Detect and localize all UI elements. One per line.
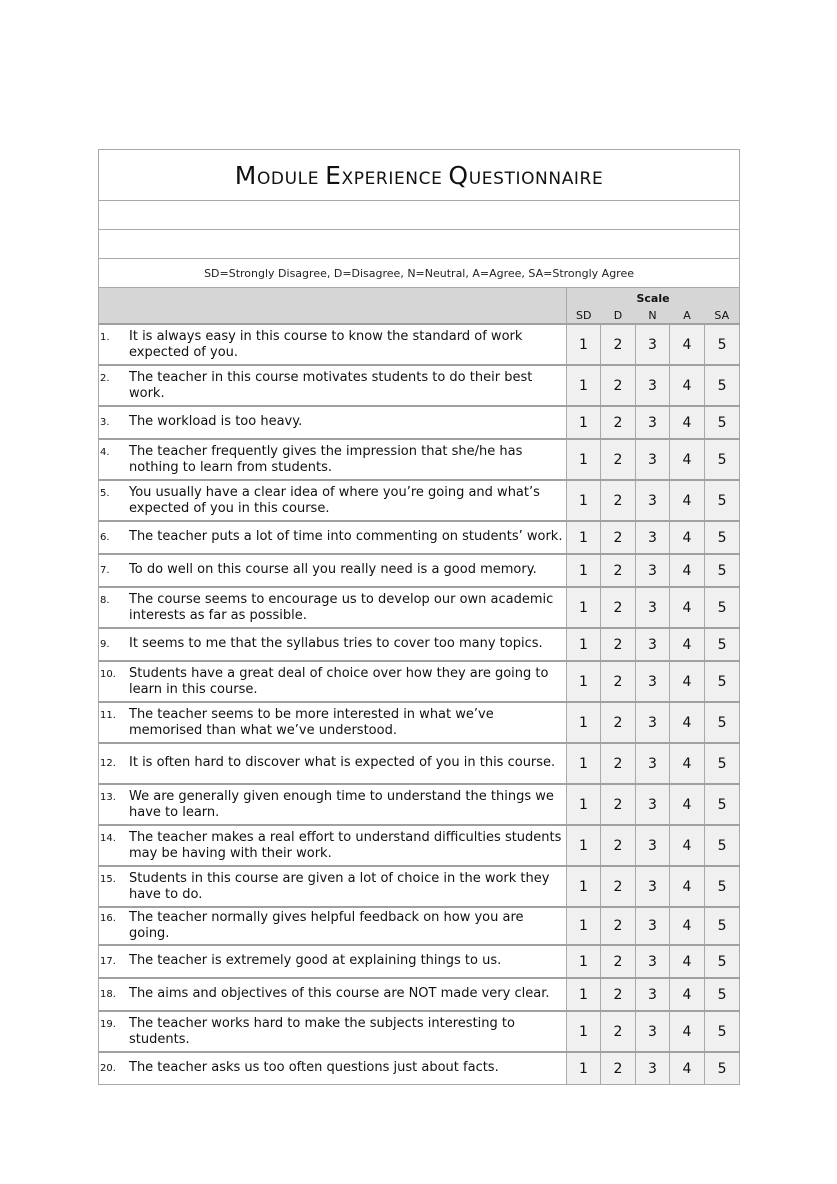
question-text: Students have a great deal of choice over how they are going to learn in this course. (129, 665, 549, 697)
rating-option-d[interactable]: 2 (601, 661, 636, 702)
rating-option-sd[interactable]: 1 (567, 521, 601, 554)
question-text: The teacher in this course motivates students to do their best work. (129, 369, 533, 401)
rating-option-sa[interactable]: 5 (705, 945, 740, 978)
rating-option-d[interactable]: 2 (601, 480, 636, 521)
rating-option-d[interactable]: 2 (601, 866, 636, 907)
rating-option-n[interactable]: 3 (636, 945, 670, 978)
rating-option-d[interactable]: 2 (601, 439, 636, 480)
rating-option-sa[interactable]: 5 (705, 1011, 740, 1052)
question-number: 4. (100, 446, 110, 458)
question-row (99, 866, 740, 907)
question-cell (99, 1011, 567, 1052)
question-text: It seems to me that the syllabus tries to cover too many topics. (129, 636, 543, 651)
rating-option-a[interactable]: 4 (670, 945, 705, 978)
rating-option-d[interactable]: 2 (601, 628, 636, 661)
question-text: The aims and objectives of this course are NOT made very clear. (129, 986, 550, 1001)
question-text: The teacher frequently gives the impression that she/he has nothing to learn from students. (129, 443, 523, 475)
rating-option-d[interactable]: 2 (601, 554, 636, 587)
question-number: 8. (100, 594, 110, 606)
rating-option-d[interactable]: 2 (601, 825, 636, 866)
question-cell (99, 1052, 567, 1085)
question-cell (99, 480, 567, 521)
question-text: The teacher works hard to make the subjects interesting to students. (129, 1015, 515, 1047)
scale-column-sd: SD (567, 307, 601, 324)
question-number: 15. (100, 873, 116, 885)
rating-option-sd[interactable]: 1 (567, 1052, 601, 1085)
question-row (99, 1052, 740, 1085)
scale-column-n: N (636, 307, 670, 324)
rating-option-d[interactable]: 2 (601, 365, 636, 406)
question-cell (99, 743, 567, 784)
question-text: The teacher seems to be more interested in what we’ve memorised than what we’ve understood. (129, 706, 494, 738)
question-number: 9. (100, 639, 110, 650)
rating-option-n[interactable]: 3 (636, 866, 670, 907)
rating-option-n[interactable]: 3 (636, 480, 670, 521)
rating-option-sd[interactable]: 1 (567, 825, 601, 866)
question-number: 19. (100, 1018, 116, 1030)
rating-option-sd[interactable]: 1 (567, 554, 601, 587)
rating-option-n[interactable]: 3 (636, 628, 670, 661)
question-cell (99, 825, 567, 866)
rating-option-a[interactable]: 4 (670, 702, 705, 743)
rating-option-a[interactable]: 4 (670, 784, 705, 825)
rating-option-a[interactable]: 4 (670, 978, 705, 1011)
questionnaire-sheet (98, 149, 739, 1085)
question-text: You usually have a clear idea of where you’re going and what’s expected of you in this course. (129, 484, 540, 516)
question-number: 16. (100, 913, 116, 924)
question-cell (99, 554, 567, 587)
rating-option-sa[interactable]: 5 (705, 439, 740, 480)
question-number: 13. (100, 791, 116, 803)
question-number: 11. (100, 709, 116, 721)
rating-option-sd[interactable]: 1 (567, 324, 601, 365)
question-row (99, 480, 740, 521)
question-cell (99, 587, 567, 628)
rating-option-n[interactable]: 3 (636, 521, 670, 554)
rating-option-n[interactable]: 3 (636, 1052, 670, 1085)
rating-option-sa[interactable]: 5 (705, 324, 740, 365)
rating-option-a[interactable]: 4 (670, 439, 705, 480)
question-number: 5. (100, 487, 110, 499)
rating-option-sa[interactable]: 5 (705, 866, 740, 907)
rating-option-d[interactable]: 2 (601, 702, 636, 743)
question-text: It is often hard to discover what is expected of you in this course. (129, 755, 556, 770)
question-number: 2. (100, 372, 110, 384)
question-number: 17. (100, 956, 116, 967)
rating-option-sa[interactable]: 5 (705, 784, 740, 825)
question-header-cell (99, 288, 567, 325)
rating-option-n[interactable]: 3 (636, 743, 670, 784)
question-cell (99, 907, 567, 945)
question-number: 20. (100, 1063, 116, 1074)
rating-option-n[interactable]: 3 (636, 365, 670, 406)
question-number: 18. (100, 989, 116, 1000)
rating-option-a[interactable]: 4 (670, 324, 705, 365)
rating-option-d[interactable]: 2 (601, 978, 636, 1011)
question-cell (99, 628, 567, 661)
question-row (99, 587, 740, 628)
rating-option-n[interactable]: 3 (636, 978, 670, 1011)
rating-option-sd[interactable]: 1 (567, 365, 601, 406)
rating-option-a[interactable]: 4 (670, 825, 705, 866)
rating-option-sd[interactable]: 1 (567, 743, 601, 784)
question-number: 6. (100, 532, 110, 543)
scale-column-sa: SA (705, 307, 740, 324)
scale-legend: SD=Strongly Disagree, D=Disagree, N=Neutral, A=Agree, SA=Strongly Agree (99, 259, 740, 288)
rating-option-sa[interactable]: 5 (705, 907, 740, 945)
blank-row (99, 230, 740, 259)
rating-option-n[interactable]: 3 (636, 324, 670, 365)
question-text: The teacher puts a lot of time into commenting on students’ work. (129, 529, 563, 544)
rating-option-d[interactable]: 2 (601, 406, 636, 439)
blank-row (99, 201, 740, 230)
rating-option-d[interactable]: 2 (601, 587, 636, 628)
question-number: 10. (100, 668, 116, 680)
rating-option-a[interactable]: 4 (670, 1011, 705, 1052)
question-text: The teacher is extremely good at explaining things to us. (129, 953, 502, 968)
rating-option-sd[interactable]: 1 (567, 406, 601, 439)
rating-option-sa[interactable]: 5 (705, 521, 740, 554)
question-cell (99, 945, 567, 978)
question-cell (99, 661, 567, 702)
question-row (99, 521, 740, 554)
rating-option-a[interactable]: 4 (670, 866, 705, 907)
rating-option-d[interactable]: 2 (601, 324, 636, 365)
question-row (99, 554, 740, 587)
page-title: MODULE EXPERIENCE QUESTIONNAIRE (99, 150, 740, 201)
rating-option-a[interactable]: 4 (670, 628, 705, 661)
question-cell (99, 365, 567, 406)
question-text: The teacher asks us too often questions just about facts. (129, 1060, 499, 1075)
rating-option-sa[interactable]: 5 (705, 743, 740, 784)
rating-option-a[interactable]: 4 (670, 406, 705, 439)
question-row (99, 406, 740, 439)
rating-option-n[interactable]: 3 (636, 825, 670, 866)
question-number: 1. (100, 331, 110, 343)
question-text: The workload is too heavy. (129, 414, 303, 429)
question-row (99, 628, 740, 661)
rating-option-n[interactable]: 3 (636, 702, 670, 743)
rating-option-sa[interactable]: 5 (705, 587, 740, 628)
questionnaire-table (98, 149, 740, 1085)
rating-option-sa[interactable]: 5 (705, 406, 740, 439)
scale-column-a: A (670, 307, 705, 324)
rating-option-n[interactable]: 3 (636, 784, 670, 825)
rating-option-d[interactable]: 2 (601, 784, 636, 825)
question-row (99, 702, 740, 743)
rating-option-a[interactable]: 4 (670, 480, 705, 521)
rating-option-sd[interactable]: 1 (567, 945, 601, 978)
rating-option-a[interactable]: 4 (670, 661, 705, 702)
rating-option-n[interactable]: 3 (636, 587, 670, 628)
question-row (99, 439, 740, 480)
question-text: The course seems to encourage us to develop our own academic interests as far as possible. (129, 591, 554, 623)
rating-option-sa[interactable]: 5 (705, 661, 740, 702)
question-text: Students in this course are given a lot of choice in the work they have to do. (129, 870, 550, 902)
question-row (99, 743, 740, 784)
rating-option-sa[interactable]: 5 (705, 365, 740, 406)
rating-option-sd[interactable]: 1 (567, 587, 601, 628)
rating-option-d[interactable]: 2 (601, 521, 636, 554)
question-cell (99, 521, 567, 554)
question-text: The teacher normally gives helpful feedback on how you are going. (129, 910, 524, 941)
rating-option-d[interactable]: 2 (601, 743, 636, 784)
rating-option-a[interactable]: 4 (670, 365, 705, 406)
question-row (99, 907, 740, 945)
rating-option-sd[interactable]: 1 (567, 866, 601, 907)
rating-option-sd[interactable]: 1 (567, 1011, 601, 1052)
rating-option-sd[interactable]: 1 (567, 907, 601, 945)
rating-option-sa[interactable]: 5 (705, 1052, 740, 1085)
rating-option-sd[interactable]: 1 (567, 978, 601, 1011)
rating-option-n[interactable]: 3 (636, 406, 670, 439)
rating-option-n[interactable]: 3 (636, 907, 670, 945)
question-row (99, 365, 740, 406)
rating-option-sa[interactable]: 5 (705, 978, 740, 1011)
question-cell (99, 324, 567, 365)
rating-option-d[interactable]: 2 (601, 907, 636, 945)
rating-option-a[interactable]: 4 (670, 743, 705, 784)
rating-option-n[interactable]: 3 (636, 1011, 670, 1052)
rating-option-sa[interactable]: 5 (705, 554, 740, 587)
rating-option-sa[interactable]: 5 (705, 702, 740, 743)
rating-option-sd[interactable]: 1 (567, 480, 601, 521)
question-number: 3. (100, 417, 110, 428)
question-number: 12. (100, 758, 116, 769)
scale-column-d: D (601, 307, 636, 324)
question-row (99, 661, 740, 702)
question-row (99, 825, 740, 866)
question-number: 14. (100, 832, 116, 844)
rating-option-sd[interactable]: 1 (567, 661, 601, 702)
question-cell (99, 702, 567, 743)
rating-option-sa[interactable]: 5 (705, 825, 740, 866)
question-cell (99, 866, 567, 907)
rating-option-d[interactable]: 2 (601, 1052, 636, 1085)
rating-option-n[interactable]: 3 (636, 661, 670, 702)
question-row (99, 784, 740, 825)
rating-option-n[interactable]: 3 (636, 439, 670, 480)
rating-option-d[interactable]: 2 (601, 945, 636, 978)
rating-option-sd[interactable]: 1 (567, 784, 601, 825)
question-cell (99, 978, 567, 1011)
question-cell (99, 406, 567, 439)
question-row (99, 1011, 740, 1052)
rating-option-sd[interactable]: 1 (567, 439, 601, 480)
question-cell (99, 784, 567, 825)
rating-option-sd[interactable]: 1 (567, 628, 601, 661)
rating-option-n[interactable]: 3 (636, 554, 670, 587)
rating-option-a[interactable]: 4 (670, 521, 705, 554)
question-text: It is always easy in this course to know the standard of work expected of you. (129, 328, 523, 360)
rating-option-sa[interactable]: 5 (705, 480, 740, 521)
scale-label: Scale (567, 288, 740, 308)
question-row (99, 324, 740, 365)
question-text: To do well on this course all you really need is a good memory. (129, 562, 537, 577)
question-number: 7. (100, 565, 110, 576)
question-text: We are generally given enough time to understand the things we have to learn. (129, 788, 554, 820)
rating-option-sd[interactable]: 1 (567, 702, 601, 743)
question-text: The teacher makes a real effort to understand difficulties students may be having with their work. (129, 829, 562, 861)
rating-option-a[interactable]: 4 (670, 1052, 705, 1085)
question-cell (99, 439, 567, 480)
rating-option-a[interactable]: 4 (670, 907, 705, 945)
rating-option-a[interactable]: 4 (670, 554, 705, 587)
rating-option-d[interactable]: 2 (601, 1011, 636, 1052)
question-row (99, 978, 740, 1011)
rating-option-sa[interactable]: 5 (705, 628, 740, 661)
question-row (99, 945, 740, 978)
rating-option-a[interactable]: 4 (670, 587, 705, 628)
